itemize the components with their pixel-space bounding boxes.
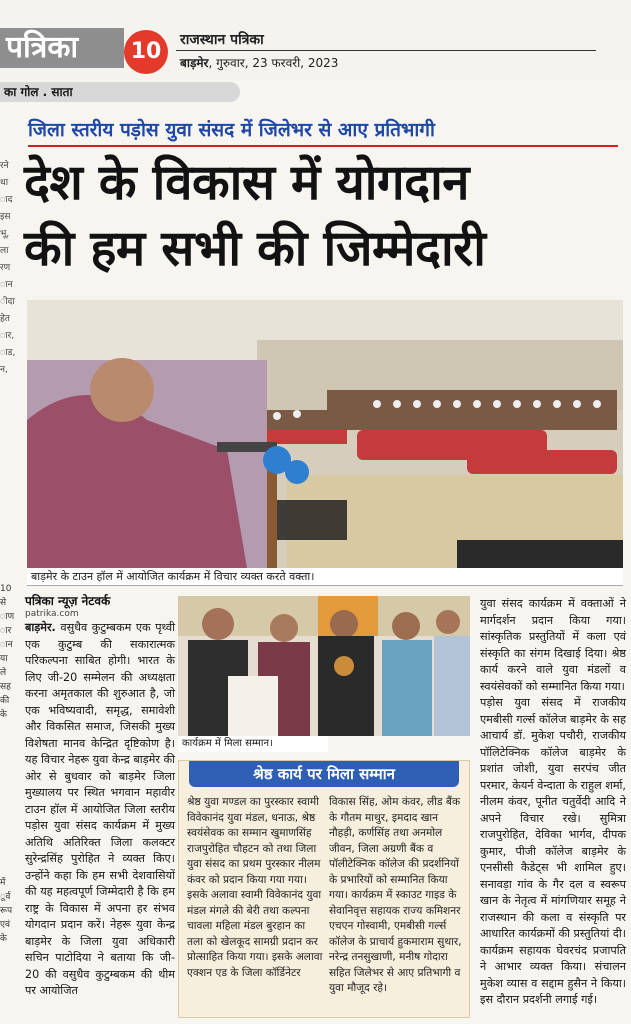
margin-fragment: में — [0, 878, 6, 888]
margin-fragment: के — [0, 710, 7, 720]
main-photo-caption: बाड़मेर के टाउन हॉल में आयोजित कार्यक्रम में विचार व्यक्त करते वक्ता। — [27, 568, 623, 586]
dateline: बाड़मेर. — [25, 621, 56, 634]
margin-fragment: भू, — [0, 229, 10, 239]
newspaper-brand: पत्रिका — [0, 28, 124, 68]
margin-fragment: ला — [0, 246, 9, 256]
margin-fragment — [0, 848, 14, 862]
margin-fragment: न, — [0, 365, 8, 375]
margin-fragment: के — [0, 934, 7, 944]
margin-fragment: ाद — [0, 195, 13, 205]
margin-fragment: रण — [0, 263, 11, 273]
margin-fragment: ले — [0, 668, 7, 678]
byline-block — [25, 592, 175, 619]
margin-fragment: इस — [0, 212, 11, 222]
margin-fragment: की — [0, 696, 10, 706]
margin-fragment: ीदा — [0, 297, 15, 307]
byline-site: patrika.com — [25, 609, 79, 619]
margin-fragment: 10 — [0, 584, 12, 594]
column-text: वसुधैव कुटुम्बकम एक पृथ्वी एक कुटुम्ब की सकारात्मक परिकल्पना साबित होगी। भारत के लिए जी-20 सम्मेलन की अध्यक्षता करना अमृतकाल की शुरुआत है, जो एक भविष्यवादी, समृद्ध, समावेशी और विकसित समाज, जिसकी मुख्य विशेषता मानव केन्द्रित दृष्टिकोण है। यह विचार नेहरू युवा केन्द्र बाड़मेर की ओर से बुधवार को बाड़मेर जिला मुख्यालय पर स्थित भगवान महावीर टाउन हॉल में आयोजित जिला स्तरीय पड़ोस युवा संसद कार्यक्रम में मुख्य अतिथि अतिरिक्त जिला कलक्टर सुरेन्द्रसिंह पुरोहित ने व्यक्त किए। उन्होंने कहा कि हम सभी देशवासियों की यह महत्वपूर्ण जिम्मेदारी है कि हम राष्ट्र के विकास में अपना हर संभव योगदान प्रदान करें। नेहरू युवा केन्द्र बाड़मेर के जिला युवा अधिकारी सचिन पाटोदिया ने बताया कि जी- 20 की वसुधैव कुटुम्बकम की थीम पर आयोजित — [25, 621, 175, 997]
box-column-1: श्रेष्ठ युवा मण्डल का पुरस्कार स्वामी विवेकानंद युवा मंडल, धनाऊ, श्रेष्ठ स्वयंसेवक का सम्मान खुमाणसिंह राजपुरोहित चौहटन को तथा जिला युवा संसद का प्रथम पुरस्कार नीलम कंवर को प्रदान किया गया गया। इसके अलावा स्वामी विवेकानंद युवा मंडल मंगले की बेरी तथा कल्पना चावला महिला मंडल बुरहान का तला को खेलकूद सामग्री प्रदान कर प्रोत्साहित किया गया। इसके अलावा एक्शन एड के जिला कॉर्डिनेटर — [187, 796, 323, 979]
margin-fragment: ान — [0, 280, 13, 290]
margin-fragment: सह — [0, 682, 11, 692]
masthead-rule — [176, 50, 596, 51]
page-number-badge: 10 — [124, 30, 168, 74]
award-ceremony-photo — [178, 596, 470, 736]
margin-fragment: ाड, — [0, 348, 16, 358]
margin-fragment — [0, 722, 14, 736]
headline-line: देश के विकास में योगदान — [24, 154, 469, 211]
margin-fragment: ान — [0, 640, 13, 650]
edition-dateline — [180, 54, 338, 71]
margin-fragment — [0, 764, 14, 778]
auditorium-photo — [27, 300, 623, 568]
byline: पत्रिका न्यूज़ नेटवर्क — [25, 594, 111, 608]
margin-fragment — [0, 736, 14, 750]
margin-fragment — [0, 778, 14, 792]
masthead — [0, 0, 631, 80]
headline — [24, 150, 624, 282]
edition-date: , गुरुवार, 23 फरवरी, 2023 — [208, 56, 339, 70]
margin-fragment: ार, — [0, 331, 15, 341]
adjacent-column-fragment — [0, 158, 16, 578]
headline-line: की हम सभी की जिम्मेदारी — [24, 220, 486, 277]
article-column-3: युवा संसद कार्यक्रम में वक्ताओं ने मार्गदर्शन प्रदान किया गया। सांस्कृतिक प्रस्तुतियों में कला एवं संस्कृति का संगम दिखाई दिया। श्रेष्ठ कार्य करने वाले युवा मंडलों व स्वयंसेवकों को सम्मानित किया गया। पड़ोस युवा संसद में राजकीय एमबीसी गर्ल्स कॉलेज बाड़मेर के सह आचार्य डॉ. मुकेश पचौरी, राजकीय पॉलिटेक्निक कॉलेज बाड़मेर के प्रशांत जोशी, युवा सरपंच जीत परमार, केयर्न वेन्दाता के राहुल शर्मा, नीलम कंवर, पूनीत चतुर्वेदी आदि ने अपने विचार रखे। सुमित्रा राजपुरोहित, देविका भार्गव, दीपक कुमार, पीजी कॉलेज बाड़मेर के एनसीसी कैडेट्स भी शामिल हुए। सनावड़ा गांव के गैर दल व स्वरूप खान के नेतृत्व में मांगणियार समूह ने राजस्थान की कला व संस्कृति पर आधारित कार्यक्रमों की प्रस्तुतियां दी। कार्यक्रम सहायक घेवरचंद प्रजापति ने आभार व्यक्त किया। संचालन मुकेश व्यास व सद्दाम हुसैन ने किया। इस दौरान प्रदर्शनी लगाई गई। — [480, 597, 626, 1006]
margin-fragment: ाण — [0, 612, 14, 622]
award-sidebar-box — [178, 760, 470, 1018]
kicker: जिला स्तरीय पड़ोस युवा संसद में जिलेभर से आए प्रतिभागी — [28, 116, 618, 147]
margin-fragment: से — [0, 598, 7, 608]
edition-city: बाड़मेर — [180, 56, 209, 70]
margin-fragment: हेत — [0, 314, 10, 324]
award-photo-caption: कार्यक्रम में मिला सम्मान। — [178, 736, 328, 752]
margin-fragment — [0, 792, 14, 806]
adjacent-column-fragment — [0, 582, 14, 1024]
margin-fragment: एवं — [0, 920, 10, 930]
main-photo — [27, 300, 623, 568]
award-photo — [178, 596, 470, 736]
box-title: श्रेष्ठ कार्य पर मिला सम्मान — [189, 761, 459, 787]
margin-fragment: ूर्व — [0, 892, 11, 902]
article-column-1 — [25, 620, 175, 1000]
paper-name: राजस्थान पत्रिका — [180, 32, 264, 48]
section-strip: का गोल . साता — [0, 82, 240, 102]
margin-fragment — [0, 820, 14, 834]
margin-fragment: या — [0, 654, 8, 664]
margin-fragment — [0, 834, 14, 848]
margin-fragment — [0, 862, 14, 876]
margin-fragment: था — [0, 178, 9, 188]
margin-fragment: रूप — [0, 906, 13, 916]
margin-fragment — [0, 806, 14, 820]
margin-fragment: रने — [0, 161, 9, 171]
box-column-2: विकास सिंह, ओम कंवर, लीड बैंक के गौतम माथुर, इमदाद खान नौहड़ी, कर्णसिंह तथा अनमोल जीवन, जिला अग्रणी बैंक व पॉलीटेक्निक कॉलेज की प्रदर्शनियों के प्रभारियों को सम्मानित किया गया। कार्यक्रम में स्काउट गाइड के सेवानिवृत्त सहायक राज्य कमिशनर एचएन गोस्वामी, एमबीसी गर्ल्स कॉलेज के प्राचार्य हुकमाराम सुथार, नरेन्द्र तनसुखाणी, मनीष गोदारा सहित जिलेभर से आए प्रतिभागी व युवा मौजूद रहे। — [329, 796, 462, 994]
margin-fragment: ार — [0, 626, 12, 636]
margin-fragment — [0, 750, 14, 764]
